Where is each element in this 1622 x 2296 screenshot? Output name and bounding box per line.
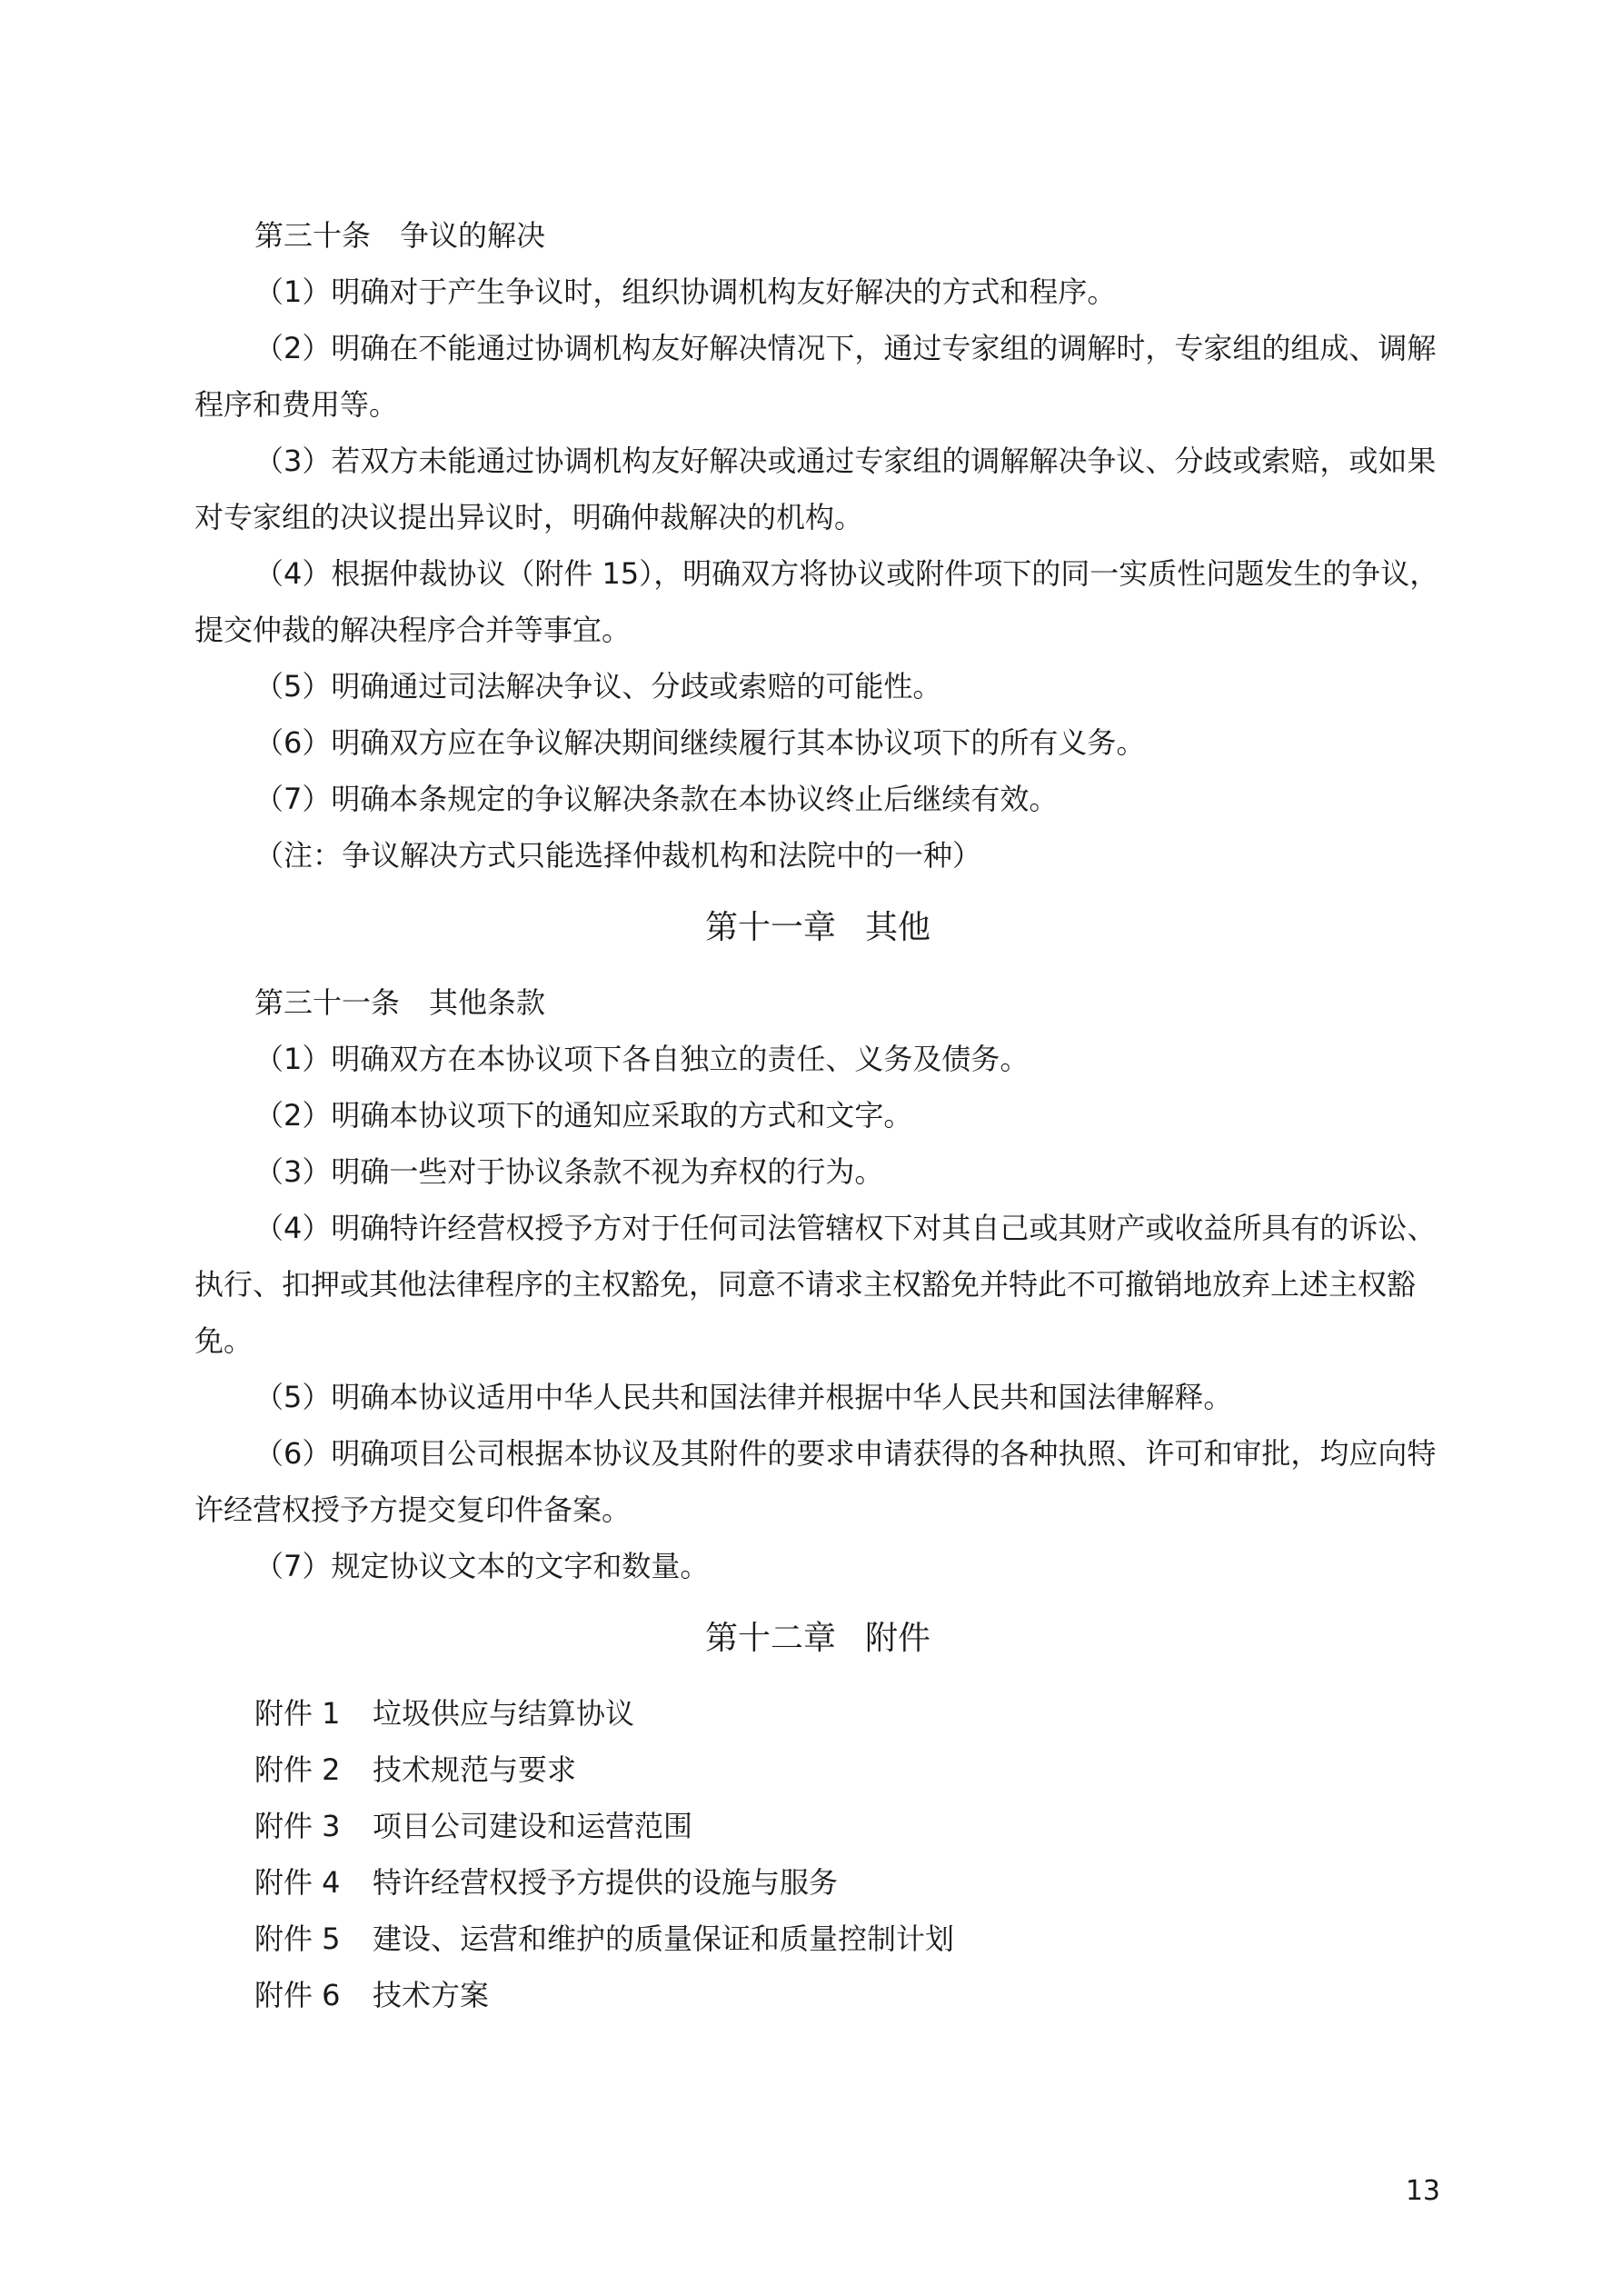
article-30-item-1: （1）明确对于产生争议时，组织协调机构友好解决的方式和程序。 bbox=[254, 275, 1117, 309]
attachment-title: 垃圾供应与结算协议 bbox=[373, 1696, 635, 1731]
article-title: 争议的解决 bbox=[400, 218, 546, 253]
page-number: 13 bbox=[1405, 2175, 1440, 2207]
article-30-item-2: （2）明确在不能通过协调机构友好解决情况下，通过专家组的调解时，专家组的组成、调解程序和费用等。 bbox=[194, 331, 1437, 422]
article-31-item-2: （2）明确本协议项下的通知应采取的方式和文字。 bbox=[254, 1098, 913, 1133]
attachment-title: 技术方案 bbox=[373, 1978, 490, 2012]
attachment-number: 附件 5 bbox=[254, 1922, 341, 1956]
article-30-item-3: （3）若双方未能通过协调机构友好解决或通过专家组的调解解决争议、分歧或索赔，或如果对专家组的决议提出异议时，明确仲裁解决的机构。 bbox=[194, 444, 1437, 534]
attachment-item bbox=[194, 1742, 1441, 1798]
article-31-item-6: （6）明确项目公司根据本协议及其附件的要求申请获得的各种执照、许可和审批，均应向特许经营权授予方提交复印件备案。 bbox=[194, 1436, 1437, 1527]
attachment-title: 技术规范与要求 bbox=[373, 1752, 577, 1787]
attachment-item bbox=[194, 1854, 1441, 1911]
chapter-12-heading bbox=[194, 1607, 1441, 1671]
article-30-item-7: （7）明确本条规定的争议解决条款在本协议终止后继续有效。 bbox=[254, 782, 1059, 816]
attachment-item bbox=[194, 1911, 1441, 1967]
article-number: 第三十条 bbox=[254, 218, 372, 253]
article-30-note: （注：争议解决方式只能选择仲裁机构和法院中的一种） bbox=[254, 838, 982, 873]
article-title: 其他条款 bbox=[429, 985, 546, 1020]
article-30-item-6: （6）明确双方应在争议解决期间继续履行其本协议项下的所有义务。 bbox=[254, 725, 1146, 760]
chapter-number: 第十一章 bbox=[704, 909, 836, 946]
attachment-number: 附件 2 bbox=[254, 1752, 341, 1787]
attachment-number: 附件 4 bbox=[254, 1865, 341, 1900]
article-30-item-4: （4）根据仲裁协议（附件 15），明确双方将协议或附件项下的同一实质性问题发生的争议，提交仲裁的解决程序合并等事宜。 bbox=[194, 556, 1439, 647]
attachment-number: 附件 1 bbox=[254, 1696, 341, 1731]
attachment-number: 附件 3 bbox=[254, 1809, 341, 1843]
article-30-title bbox=[194, 207, 1441, 264]
attachment-item bbox=[194, 1967, 1441, 2023]
article-31-title bbox=[194, 974, 1441, 1031]
attachment-title: 项目公司建设和运营范围 bbox=[373, 1809, 693, 1843]
attachment-number: 附件 6 bbox=[254, 1978, 341, 2012]
article-31-item-4: （4）明确特许经营权授予方对于任何司法管辖权下对其自己或其财产或收益所具有的诉讼、执行、扣押或其他法律程序的主权豁免，同意不请求主权豁免并特此不可撤销地放弃上述主权豁免。 bbox=[194, 1211, 1437, 1358]
article-31-item-1: （1）明确双方在本协议项下各自独立的责任、义务及债务。 bbox=[254, 1042, 1030, 1076]
chapter-number: 第十二章 bbox=[704, 1620, 836, 1657]
attachment-title: 特许经营权授予方提供的设施与服务 bbox=[373, 1865, 839, 1900]
attachment-item bbox=[194, 1685, 1441, 1742]
chapter-title: 附件 bbox=[865, 1620, 931, 1657]
chapter-title: 其他 bbox=[865, 909, 931, 946]
article-30-item-5: （5）明确通过司法解决争议、分歧或索赔的可能性。 bbox=[254, 669, 942, 704]
attachment-item bbox=[194, 1798, 1441, 1854]
document-page bbox=[194, 207, 1441, 2023]
attachment-title: 建设、运营和维护的质量保证和质量控制计划 bbox=[373, 1922, 955, 1956]
article-31-item-5: （5）明确本协议适用中华人民共和国法律并根据中华人民共和国法律解释。 bbox=[254, 1380, 1233, 1414]
article-number: 第三十一条 bbox=[254, 985, 401, 1020]
chapter-11-heading bbox=[194, 896, 1441, 960]
article-31-item-3: （3）明确一些对于协议条款不视为弃权的行为。 bbox=[254, 1154, 884, 1189]
article-31-item-7: （7）规定协议文本的文字和数量。 bbox=[254, 1549, 710, 1583]
